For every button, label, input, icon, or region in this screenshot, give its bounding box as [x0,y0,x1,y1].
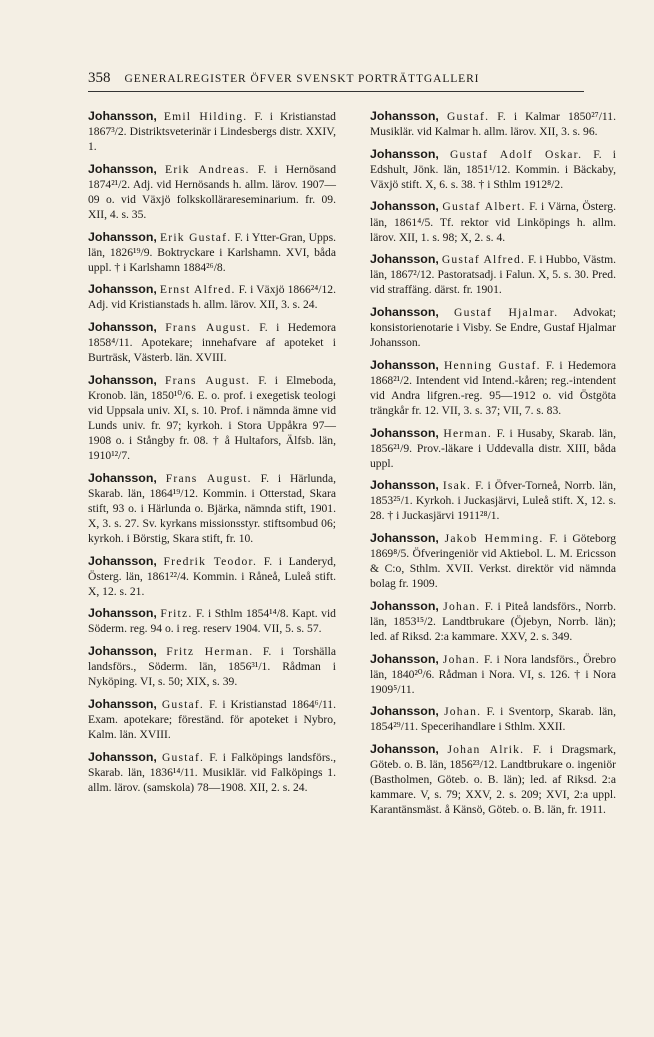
page-header [88,70,584,92]
entry-text: F. i Hedemora 1868²¹/2. Intendent vid Intend.-kåren; reg.-intendent vid Andra lifgren.-reg. 95—1912 o. vid Östgöta trängkår fr. 12. VII, 3. s. 37; VII, 7. s. 83. [370,358,616,417]
entry-surname: Johansson, [88,109,157,123]
entry-surname: Johansson, [370,704,439,719]
entry-text: F. i Edshult, Jönk. län, 1851¹/12. Kommin. i Bäckaby, Växjö stift. X, 6. s. 38. † i Sthlm 1912⁸/2. [370,147,616,191]
entry-given-names: Gustaf Adolf Oskar. [449,147,583,161]
register-entry [88,553,336,599]
register-entry [88,319,336,365]
entry-text: F. i Nora landsförs., Örebro län, 1840²⁰/6. Rådman i Nora. VI, s. 126. † i Nora 1909⁵/11. [370,652,617,696]
entry-text: F. i Sthlm 1854¹⁴/8. Kapt. vid Söderm. reg. 94 o. i reg. reserv 1904. VII, 5. s. 57. [88,607,336,636]
entry-text: F. i Hubbo, Västm. län, 1867²/12. Pastoratsadj. i Falun. X, 5. s. 30. Pred. vid straffäng. därst. fr. 1901. [370,253,617,297]
entry-given-names: Gustaf. [446,110,490,123]
left-column [88,108,336,801]
entry-given-names: Jakob Hemming. [444,532,544,545]
entry-surname: Johansson, [370,425,439,440]
entry-given-names: Erik Gustaf. [160,230,232,244]
register-entry [370,425,616,471]
entry-surname: Johansson, [88,470,157,485]
entry-given-names: Frans August. [164,373,251,387]
entry-given-names: Johan. [443,599,481,613]
register-entry [88,281,336,312]
entry-given-names: Gustaf. [161,697,205,711]
entry-text: F. i Dragsmark, Göteb. o. B. län, 1856²³/12. Landtbrukare o. ingeniör (Bastholmen, Göteb. o. B. län); led. af Riksd. 2:a kammare. V, s. 79; XXV, 2. s. 209; XVI, 2:a uppl. Karantänsmäst. å Känsö, Göteb. o. B. län, fr. 1911. [370,743,617,817]
entry-given-names: Johan. [444,705,482,719]
register-entry [370,741,616,817]
entry-text: Advokat; konsistorienotarie i Visby. Se Endre, Gustaf Hjalmar Johansson. [370,305,616,350]
register-entry [370,146,616,192]
register-entry [370,598,616,644]
register-entry [370,108,616,139]
entry-surname: Johansson, [370,531,439,545]
register-entry [88,229,336,275]
entry-surname: Johansson, [370,304,439,319]
entry-given-names: Herman. [443,426,493,440]
entry-given-names: Fritz Herman. [166,645,254,658]
register-entry [88,643,336,689]
entry-given-names: Henning Gustaf. [443,358,541,372]
register-entry [88,108,336,154]
running-title: GENERALREGISTER ÖFVER SVENSKT PORTRÄTTGALLERI [124,73,480,85]
entry-given-names: Gustaf Alfred. [441,253,526,267]
entry-given-names: Erik Andreas. [165,162,250,176]
register-entry [88,749,336,795]
entry-surname: Johansson, [88,644,157,658]
entry-given-names: Johan. [442,652,481,666]
entry-text: F. i Husaby, Skarab. län, 1856²¹/9. Prov.-läkare i Uddevalla distr. XIII, båda uppl. [370,426,616,470]
entry-text: F. i Torshälla landsförs., Söderm. län, 1856³¹/1. Rådman i Nyköping. VI, s. 50; XIX, s. 39. [88,645,337,689]
register-entry [88,696,336,742]
entry-text: F. i Landeryd, Österg. län, 1861²²/4. Kommin. i Råneå, Luleå stift. X, 12. s. 21. [88,554,336,598]
entry-given-names: Gustaf Albert. [442,200,526,214]
entry-text: F. i Elmeboda, Kronob. län, 1850¹⁰/6. E. o. prof. i exegetisk teologi vid Uppsala univ. XI, s. 10. Prof. i nämnda ämne vid Lunds univ. fr. 97; kyrkoh. i Stora Uppåkra 97—1908 o. i Stångby fr. 08. † å Hultafors, Älfsb. län, 1910¹²/7. [88,373,336,463]
entry-surname: Johansson, [88,553,157,568]
entry-surname: Johansson, [370,357,439,372]
entry-given-names: Ernst Alfred. [159,283,236,297]
entry-text: F. i Kalmar 1850²⁷/11. Musiklär. vid Kalmar h. allm. lärov. XII, 3. s. 96. [370,110,616,139]
register-entry [370,198,616,244]
register-entry [370,357,616,418]
register-entry [88,372,336,463]
entry-surname: Johansson, [370,651,439,666]
register-entry [370,530,616,591]
entry-surname: Johansson, [88,320,157,334]
entry-text: F. i Kristianstad 1867³/2. Distriktsveterinär i Lindesbergs distr. XXIV, 1. [88,110,336,154]
entry-given-names: Isak. [442,479,472,493]
entry-given-names: Gustaf. [161,750,205,764]
entry-surname: Johansson, [370,478,439,493]
entry-surname: Johansson, [88,229,157,244]
entry-surname: Johansson, [88,161,157,176]
entry-surname: Johansson, [88,372,157,387]
entry-surname: Johansson, [370,742,439,756]
entry-text: F. i Sventorp, Skarab. län, 1854²⁹/11. Specerihandlare i Sthlm. XXII. [370,705,616,734]
entry-text: F. i Piteå landsförs., Norrb. län, 1853¹⁵/2. Landtbrukare (Öjebyn, Norrb. län); led. af Riksd. 2:a kammare. XXV, 2. s. 349. [370,599,616,643]
register-entry [370,477,616,523]
entry-surname: Johansson, [370,598,439,613]
entry-text: F. i Växjö 1866²⁴/12. Adj. vid Kristianstads h. allm. lärov. XII, 3. s. 24. [88,283,336,312]
right-column [370,108,616,824]
register-entry [370,703,616,734]
entry-given-names: Fredrik Teodor. [163,554,258,568]
entry-text: F. i Hedemora 1858⁴/11. Apotekare; innehafvare af apoteket i Burträsk, Västerb. län. XVIII. [88,321,336,365]
entry-given-names: Fritz. [160,607,193,621]
entry-given-names: Frans August. [165,321,251,334]
register-entry [88,470,336,546]
register-entry [370,304,616,350]
entry-given-names: Emil Hilding. [163,110,248,123]
entry-surname: Johansson, [88,282,157,297]
entry-text: F. i Kristianstad 1864⁶/11. Exam. apotekare; föreständ. för apoteket i Nybro, Kalm. län. XVIII. [88,697,336,741]
entry-surname: Johansson, [88,749,157,764]
entry-surname: Johansson, [370,252,439,267]
entry-text: F. i Göteborg 1869⁸/5. Öfveringeniör vid Aktiebol. L. M. Ericsson & C:o, Sthlm. XVII. Verkst. direktör vid nämnda bolag fr. 1909. [370,532,616,591]
entry-text: F. i Härlunda, Skarab. län, 1864¹⁹/12. Kommin. i Otterstad, Skara stift, 93 o. i Härlunda o. Bjärka, nämnda stift, 1901. X, 3. s. 27. Sv. kyrkans missionsstyr. stiftsombud 06; kyrkoh. i Börstig, Skara stift, fr. 10. [88,471,336,545]
register-entry [88,605,336,636]
page-number: 358 [88,70,111,86]
register-entry [370,251,616,297]
entry-surname: Johansson, [88,606,157,621]
register-entry [88,161,336,222]
entry-given-names: Frans August. [165,471,252,485]
entry-surname: Johansson, [370,146,439,161]
register-entry [370,651,616,697]
entry-surname: Johansson, [88,696,157,711]
entry-text: F. i Öfver-Torneå, Norrb. län, 1853²⁵/1. Kyrkoh. i Juckasjärvi, Luleå stift. X, 12. s. 28. † i Juckasjärvi 1911²⁸/1. [370,479,616,523]
entry-text: F. i Ytter-Gran, Upps. län, 1826¹⁹/9. Boktryckare i Karlshamn. XVI, båda uppl. † i Karlshamn 1884²⁶/8. [88,230,336,274]
entry-text: F. i Falköpings landsförs., Skarab. län, 1836¹⁴/11. Musiklär. vid Falköpings 1. allm. lärov. (samskola) 78—1908. XII, 2. s. 24. [88,750,336,794]
entry-given-names: Gustaf Hjalmar. [454,305,559,319]
entry-surname: Johansson, [370,199,439,214]
entry-text: F. i Värna, Österg. län, 1861⁴/5. Tf. rektor vid Linköpings h. allm. lärov. XII, 1. s. 98; X, 2. s. 4. [370,200,616,244]
entry-given-names: Johan Alrik. [447,743,525,756]
entry-surname: Johansson, [370,109,439,123]
entry-text: F. i Hernösand 1874²¹/2. Adj. vid Hernösands h. allm. lärov. 1907—09 o. vid Växjö folkskollärareseminarium. fr. 09. XII, 4. s. 35. [88,162,336,221]
